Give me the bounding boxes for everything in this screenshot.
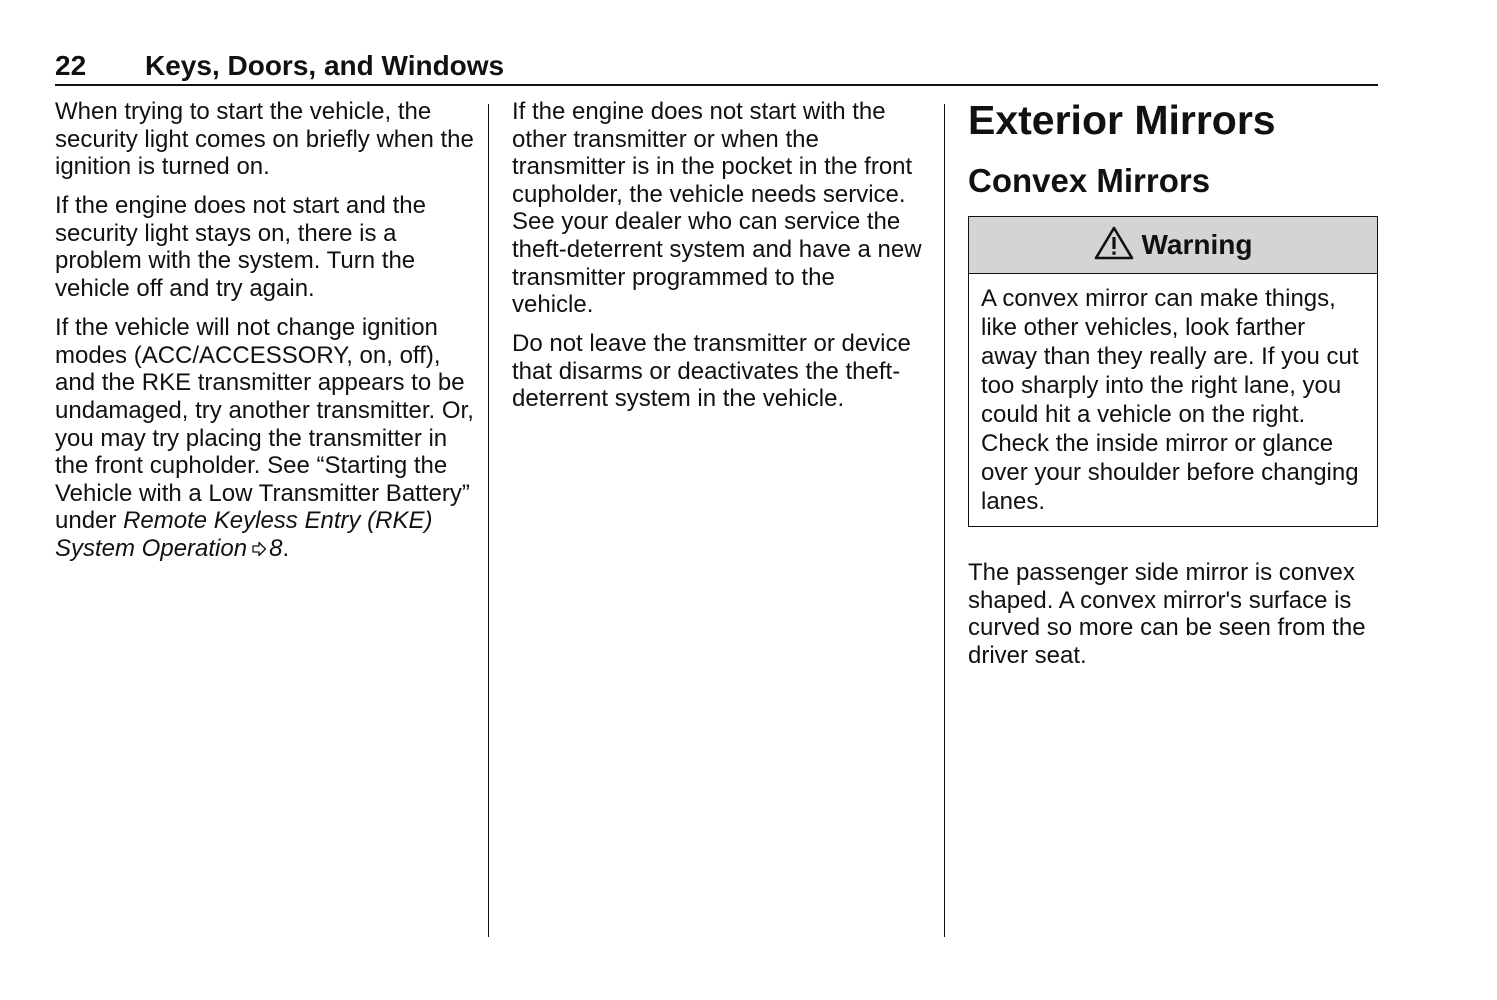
warning-box <box>968 216 1378 527</box>
paragraph <box>55 314 475 563</box>
paragraph: Do not leave the transmitter or device that disarms or deactivates the theft-deterrent system in the vehicle. <box>512 330 911 413</box>
column-divider-left <box>488 104 489 937</box>
column-right <box>968 98 1378 681</box>
column-divider-right <box>944 104 945 937</box>
warning-header <box>969 217 1377 274</box>
page-reference-number[interactable]: 8 <box>269 534 283 562</box>
page-number: 22 <box>55 50 87 81</box>
paragraph-text: If the vehicle will not change ignition modes (ACC/ACCESSORY, on, off), and the RKE transmitter appears to be undamaged, try another transmitter. Or, you may try placing the transmitter in the front cupholder. See “Starting the Vehicle with a Low Transmitter Battery” under <box>55 314 474 535</box>
warning-title: Warning <box>1141 229 1253 261</box>
paragraph: When trying to start the vehicle, the security light comes on briefly when the ignition is turned on. <box>55 98 474 181</box>
paragraph: If the engine does not start with the other transmitter or when the transmitter is in the pocket in the front cupholder, the vehicle needs service. See your dealer who can service the theft-deterrent system and have a new transmitter programmed to the vehicle. <box>512 98 922 319</box>
heading-exterior-mirrors: Exterior Mirrors <box>968 97 1276 143</box>
warning-triangle-icon <box>1094 226 1142 265</box>
subheading-convex-mirrors: Convex Mirrors <box>968 162 1211 199</box>
page-reference-arrow-icon <box>251 536 267 564</box>
column-middle <box>512 98 922 425</box>
cross-reference-link[interactable]: Remote Keyless Entry (RKE) System Operation <box>55 507 433 562</box>
paragraph: If the engine does not start and the security light stays on, there is a problem with the system. Turn the vehicle off and try again. <box>55 192 426 303</box>
column-left <box>55 98 475 575</box>
paragraph: The passenger side mirror is convex shaped. A convex mirror's surface is curved so more can be seen from the driver seat. <box>968 559 1366 669</box>
paragraph-end: . <box>282 534 290 562</box>
warning-body: A convex mirror can make things, like other vehicles, look farther away than they really are. If you cut too sharply into the right lane, you could hit a vehicle on the right. Check the inside mirror or glance over your shoulder before changing lanes. <box>981 285 1359 515</box>
section-title: Keys, Doors, and Windows <box>145 50 505 81</box>
page-header <box>55 48 1378 86</box>
